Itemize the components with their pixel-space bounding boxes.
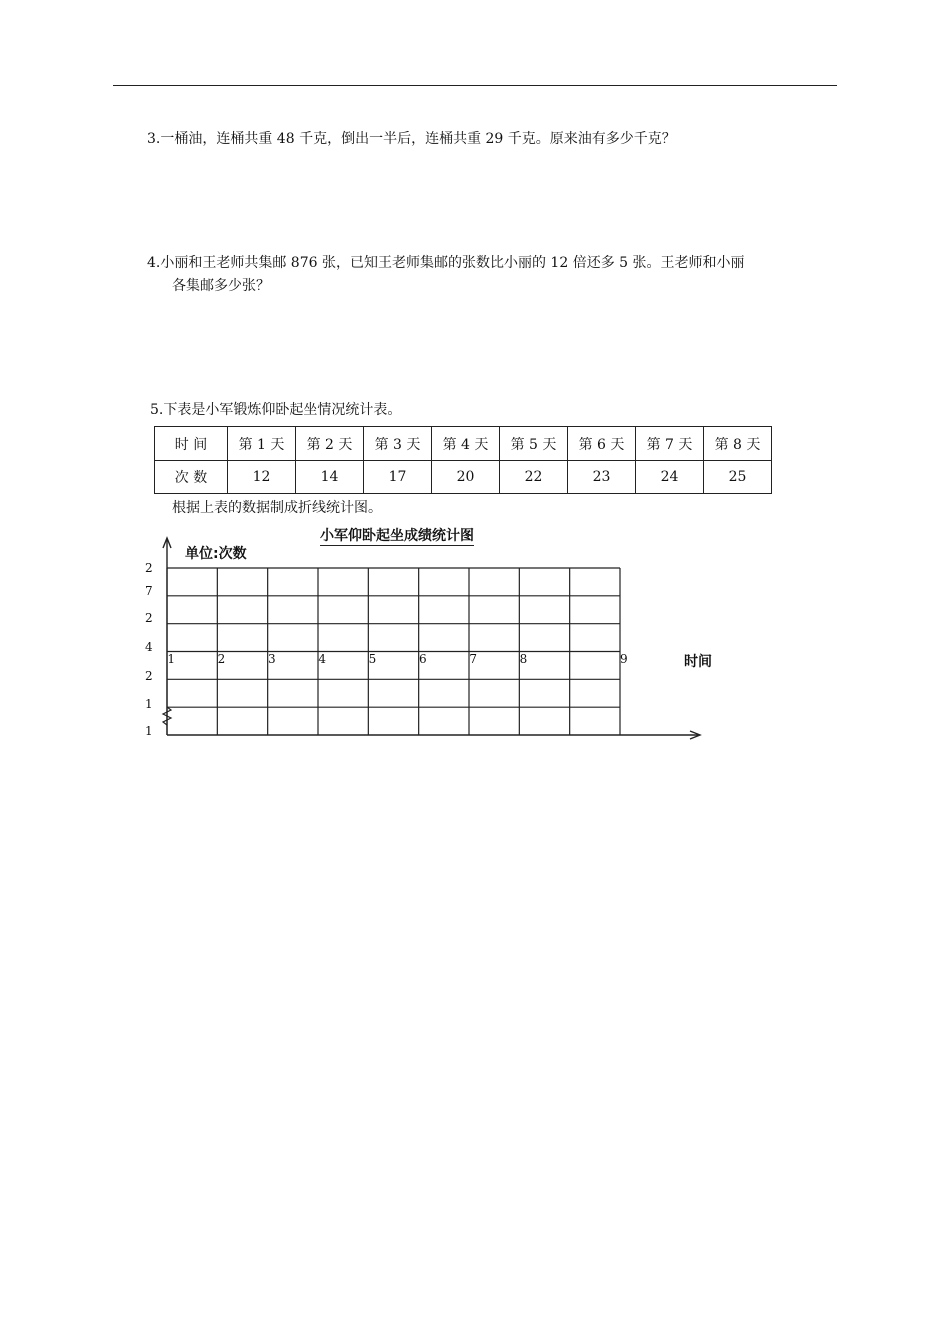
y-tick-label: 4: [145, 640, 153, 654]
y-tick-label: 2: [145, 561, 153, 575]
x-tick-label: 4: [318, 652, 326, 666]
x-tick-label: 9: [620, 652, 628, 666]
x-tick-label: 7: [469, 652, 477, 666]
y-tick-label: 1: [145, 724, 153, 738]
grid-lines: [167, 568, 620, 735]
question-5: 5.下表是小军锻炼仰卧起坐情况统计表。: [150, 402, 402, 418]
question-4-line-1: 4.小丽和王老师共集邮 876 张，已知王老师集邮的张数比小丽的 12 倍还多 5 张。王老师和小丽: [147, 255, 745, 271]
table-cell-day: 第 7 天: [636, 427, 704, 461]
table-cell-count: 17: [364, 461, 432, 494]
table-header-time: 时 间: [155, 427, 228, 461]
question-4-line-2: 各集邮多少张？: [172, 278, 270, 294]
y-tick-labels: [145, 561, 153, 738]
x-tick-labels: [167, 652, 627, 666]
table-cell-count: 24: [636, 461, 704, 494]
table-cell-day: 第 6 天: [568, 427, 636, 461]
table-cell-day: 第 3 天: [364, 427, 432, 461]
table-header-count: 次 数: [155, 461, 228, 494]
table-cell-count: 20: [432, 461, 500, 494]
x-axis-label: 时间: [684, 654, 712, 670]
x-tick-label: 2: [217, 652, 226, 666]
table-cell-count: 14: [296, 461, 364, 494]
table-row-time: [155, 427, 772, 461]
question-5-note: 根据上表的数据制成折线统计图。: [172, 500, 382, 516]
x-tick-label: 8: [519, 652, 528, 666]
y-tick-label: 2: [145, 611, 153, 625]
table-cell-count: 23: [568, 461, 636, 494]
table-cell-day: 第 5 天: [500, 427, 568, 461]
y-tick-label: 2: [145, 669, 153, 683]
blank-line-chart-grid: [140, 530, 720, 750]
x-tick-label: 5: [368, 652, 377, 666]
table-cell-day: 第 4 天: [432, 427, 500, 461]
question-3: 3.一桶油，连桶共重 48 千克，倒出一半后，连桶共重 29 千克。原来油有多少千克？: [147, 131, 676, 147]
y-axis-unit-label: 单位:次数: [185, 546, 247, 562]
y-tick-label: 7: [145, 584, 153, 598]
x-tick-label: 6: [419, 652, 427, 666]
table-cell-count: 12: [228, 461, 296, 494]
x-tick-label: 1: [167, 652, 175, 666]
table-cell-day: 第 8 天: [704, 427, 772, 461]
x-tick-label: 3: [268, 652, 276, 666]
table-cell-day: 第 2 天: [296, 427, 364, 461]
table-row-count: [155, 461, 772, 494]
situp-stat-table: [154, 426, 772, 494]
table-cell-count: 25: [704, 461, 772, 494]
chart-title: 小军仰卧起坐成绩统计图: [320, 528, 474, 544]
table-cell-count: 22: [500, 461, 568, 494]
y-tick-label: 1: [145, 697, 153, 711]
header-rule: [113, 85, 837, 86]
table-cell-day: 第 1 天: [228, 427, 296, 461]
